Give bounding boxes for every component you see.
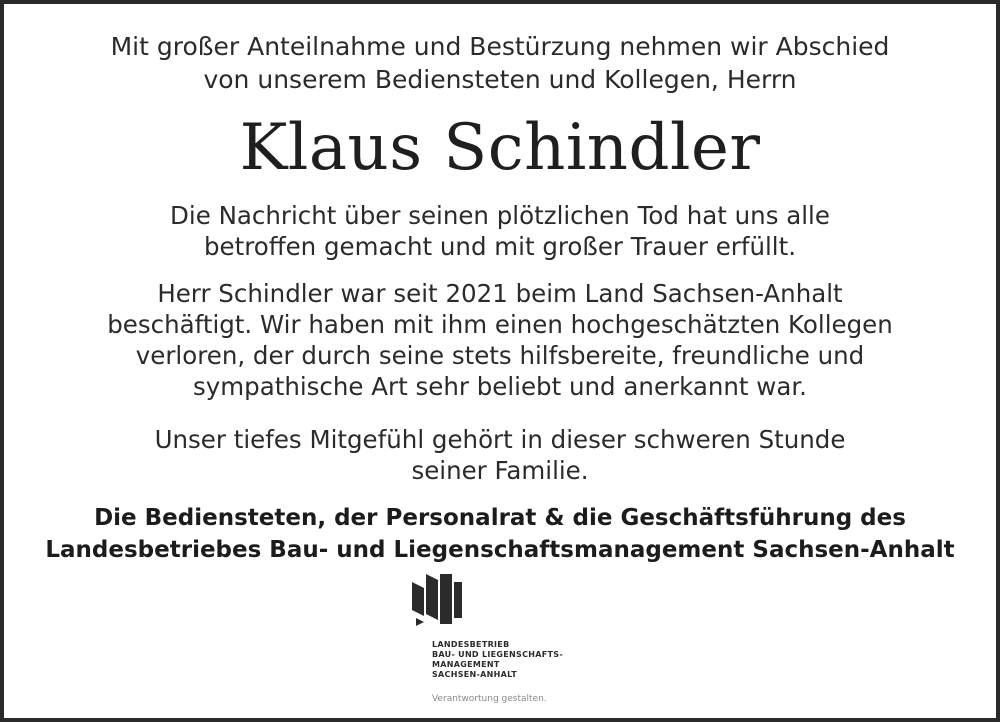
paragraph1-line-2: betroffen gemacht und mit großer Trauer erfüllt. (203, 232, 797, 261)
logo-line-3: MANAGEMENT (432, 660, 500, 669)
paragraph-condolence (0, 200, 1000, 262)
deceased-name: Klaus Schindler (239, 111, 761, 185)
organization-logo (412, 574, 602, 714)
paragraph2-line-1: Herr Schindler war seit 2021 beim Land Sachsen-Anhalt (157, 279, 843, 308)
paragraph2-line-3: verloren, der durch seine stets hilfsbereite, freundliche und (135, 341, 865, 370)
paragraph-sympathy (0, 424, 1000, 486)
paragraph2-line-2: beschäftigt. Wir haben mit ihm einen hochgeschätzten Kollegen (107, 310, 893, 339)
signature (0, 502, 1000, 566)
intro-line-2: von unserem Bediensteten und Kollegen, Herrn (203, 65, 797, 94)
logo-line-4: SACHSEN-ANHALT (432, 670, 517, 679)
paragraph-biography (0, 278, 1000, 402)
signature-line-1: Die Bediensteten, der Personalrat & die Geschäftsführung des (94, 505, 906, 531)
paragraph2-line-4: sympathische Art sehr beliebt und anerkannt war. (193, 372, 807, 401)
logo-line-2: BAU- UND LIEGENSCHAFTS- (432, 650, 563, 659)
intro-line-1: Mit großer Anteilnahme und Bestürzung nehmen wir Abschied (110, 32, 890, 61)
intro-text (0, 30, 1000, 96)
signature-line-2: Landesbetriebes Bau- und Liegenschaftsmanagement Sachsen-Anhalt (45, 537, 955, 563)
logo-slogan: Verantwortung gestalten. (432, 694, 547, 704)
paragraph1-line-1: Die Nachricht über seinen plötzlichen Tod hat uns alle (170, 201, 830, 230)
logo-line-1: LANDESBETRIEB (432, 640, 510, 649)
paragraph3-line-1: Unser tiefes Mitgefühl gehört in dieser schweren Stunde (154, 425, 846, 454)
blb-logo-icon (412, 574, 472, 636)
paragraph3-line-2: seiner Familie. (411, 456, 589, 485)
